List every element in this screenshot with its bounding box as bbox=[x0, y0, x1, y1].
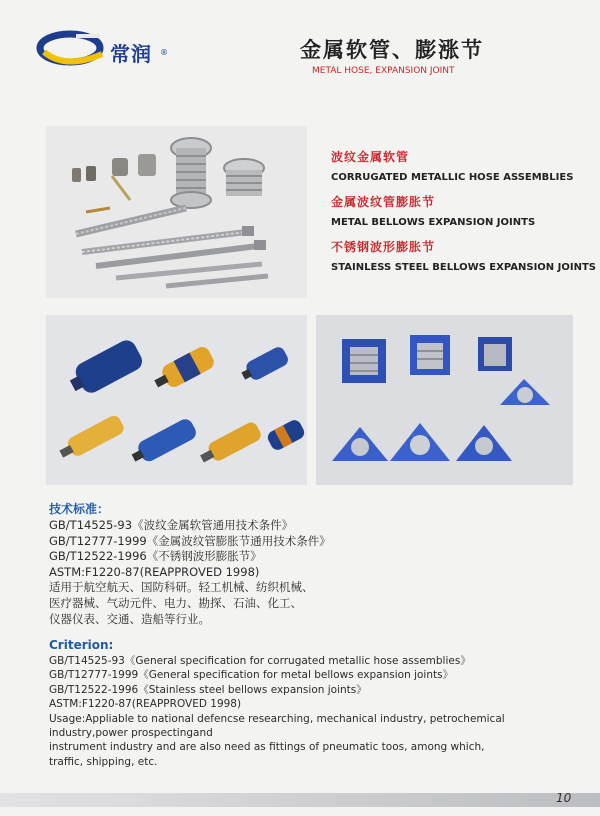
standards-list-cn bbox=[49, 518, 331, 627]
standard-line: ASTM:F1220-87(REAPPROVED 1998) bbox=[49, 698, 242, 711]
product-bellows-joints bbox=[331, 193, 535, 228]
standard-line: GB/T12522-1996《Stainless steel bellows expansion joints》 bbox=[49, 683, 367, 696]
usage-line: 适用于航空航天、国防科研。轻工机械、纺织机械、 bbox=[49, 580, 314, 595]
product-name-cn: 金属波纹管膨胀节 bbox=[331, 195, 436, 209]
standard-line: GB/T12777-1999《金属波纹管膨胀节通用技术条件》 bbox=[49, 533, 331, 548]
registered-mark: ® bbox=[160, 48, 168, 57]
product-name-en: CORRUGATED METALLIC HOSE ASSEMBLIES bbox=[331, 172, 574, 183]
standards-list-en bbox=[49, 654, 505, 769]
page-title-en: METAL HOSE, EXPANSION JOINT bbox=[312, 66, 455, 76]
standard-line: GB/T12522-1996《不锈钢波形膨胀节》 bbox=[49, 549, 262, 564]
standard-line: ASTM:F1220-87(REAPPROVED 1998) bbox=[49, 564, 260, 579]
product-hose-assemblies bbox=[331, 148, 573, 183]
product-name-cn: 不锈钢波形膨胀节 bbox=[331, 240, 436, 254]
product-name-cn: 波纹金属软管 bbox=[331, 150, 410, 164]
standard-line: GB/T14525-93《波纹金属软管通用技术条件》 bbox=[49, 518, 294, 532]
product-name-en: METAL BELLOWS EXPANSION JOINTS bbox=[331, 217, 536, 228]
usage-line: 仪器仪表、交通、造船等行业。 bbox=[49, 611, 210, 626]
footer-bar bbox=[0, 793, 600, 807]
page-title-cn: 金属软管、膨涨节 bbox=[300, 38, 484, 62]
usage-line: industry,power prospectingand bbox=[49, 727, 213, 740]
standard-line: GB/T14525-93《General specification for corrugated metallic hose assemblies》 bbox=[49, 655, 471, 667]
product-photo-flanged-bellows bbox=[316, 315, 573, 485]
usage-line: 医疗器械、气动元件、电力、勘探、石油、化工、 bbox=[49, 595, 302, 610]
page-number: 10 bbox=[556, 791, 572, 805]
usage-line: instrument industry and are also need as fittings of pneumatic toos, among which, bbox=[49, 741, 485, 754]
usage-line: traffic, shipping, etc. bbox=[49, 755, 158, 768]
product-name-en: STAINLESS STEEL BELLOWS EXPANSION JOINTS bbox=[331, 262, 596, 273]
brand-name: 常润 bbox=[110, 42, 152, 66]
product-stainless-joints bbox=[331, 238, 596, 273]
brand-logo bbox=[36, 26, 186, 76]
product-photo-hoses bbox=[46, 126, 307, 298]
product-photo-insulated-joints bbox=[46, 315, 307, 485]
usage-line: Usage:Appliable to national defencse researching, mechanical industry, petrochemical bbox=[49, 712, 505, 725]
standards-heading-en: Criterion: bbox=[49, 638, 114, 652]
standards-heading-cn: 技术标准： bbox=[49, 502, 110, 516]
standard-line: GB/T12777-1999《General specification for metal bellows expansion joints》 bbox=[49, 669, 454, 682]
